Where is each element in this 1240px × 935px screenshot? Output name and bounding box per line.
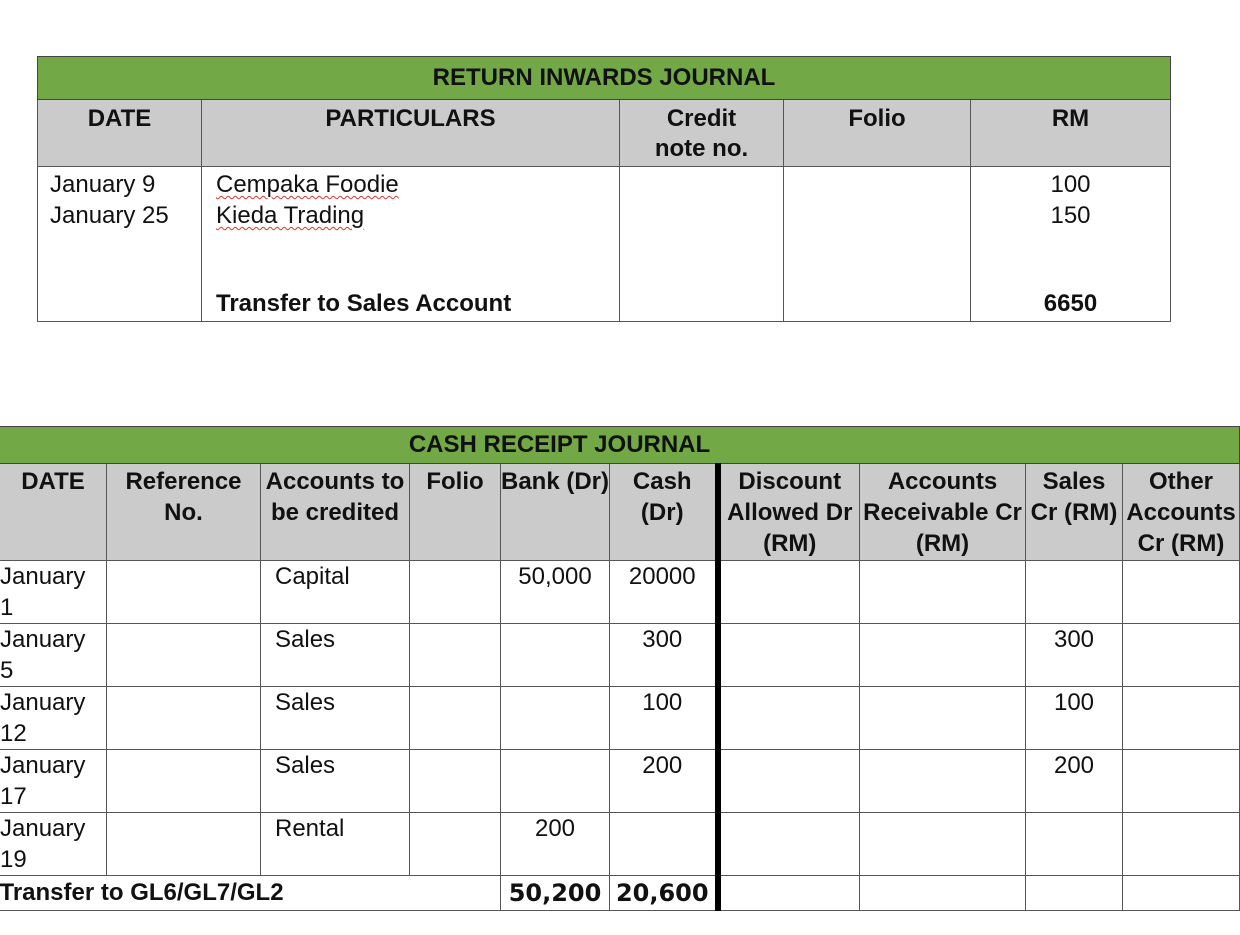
credit-note-cell [620,167,784,322]
row-date: January 9 [50,171,156,198]
row-sales: 200 [1026,750,1123,813]
row-sales [1026,561,1123,624]
row-reference [107,813,261,876]
row-account: Rental [261,813,410,876]
header-credit-note-line2: note no. [654,135,749,162]
row-folio [410,624,501,687]
table-row [0,813,1240,876]
particulars-cell [202,167,620,322]
cash-receipt-journal [0,426,1240,911]
total-sales [1026,876,1123,911]
row-other [1123,624,1240,687]
row-folio [410,813,501,876]
table-row [0,561,1240,624]
row-cash: 20000 [610,561,718,624]
row-particulars: Kieda Trading [216,202,365,229]
row-reference [107,687,261,750]
header-folio: Folio [410,464,501,561]
row-account: Sales [261,687,410,750]
header-date: DATE [0,464,107,561]
row-other [1123,813,1240,876]
return-inwards-title: RETURN INWARDS JOURNAL [38,57,1171,100]
header-folio: Folio [784,100,971,167]
row-date: January 12 [0,687,107,750]
header-sales: Sales Cr (RM) [1026,464,1123,561]
row-discount [718,813,860,876]
row-other [1123,687,1240,750]
row-discount [718,750,860,813]
row-bank: 50,000 [501,561,610,624]
total-other [1123,876,1240,911]
total-label: Transfer to GL6/GL7/GL2 [0,876,501,911]
table-row [0,750,1240,813]
row-folio [410,750,501,813]
header-credit-note [620,100,784,167]
row-account: Capital [261,561,410,624]
table-row [0,687,1240,750]
row-date: January 1 [0,561,107,624]
row-cash [610,813,718,876]
row-rm: 150 [1050,202,1091,229]
row-sales: 100 [1026,687,1123,750]
row-bank [501,750,610,813]
row-other [1123,561,1240,624]
total-row [0,876,1240,911]
row-receivable [860,624,1026,687]
row-folio [410,561,501,624]
row-discount [718,687,860,750]
row-folio [410,687,501,750]
header-date: DATE [38,100,202,167]
date-cell [38,167,202,322]
row-rm: 100 [1050,171,1091,198]
total-value: 6650 [1043,290,1098,317]
row-receivable [860,750,1026,813]
row-receivable [860,813,1026,876]
row-date: January 17 [0,750,107,813]
row-sales: 300 [1026,624,1123,687]
row-account: Sales [261,750,410,813]
row-reference [107,561,261,624]
header-bank: Bank (Dr) [501,464,610,561]
row-date: January 25 [50,202,169,229]
header-other: Other Accounts Cr (RM) [1123,464,1240,561]
header-receivable: Accounts Receivable Cr (RM) [860,464,1026,561]
total-bank: 50,200 [501,876,610,911]
cash-receipt-title: CASH RECEIPT JOURNAL [0,427,1240,464]
total-cash: 20,600 [610,876,718,911]
row-reference [107,750,261,813]
row-cash: 100 [610,687,718,750]
row-date: January 19 [0,813,107,876]
row-bank [501,687,610,750]
header-credit-note-line1: Credit [666,105,737,132]
table-row [0,624,1240,687]
row-sales [1026,813,1123,876]
return-inwards-journal [37,56,1171,322]
row-particulars: Cempaka Foodie [216,171,399,198]
header-reference: Reference No. [107,464,261,561]
row-discount [718,624,860,687]
row-receivable [860,687,1026,750]
row-bank [501,624,610,687]
row-bank: 200 [501,813,610,876]
row-account: Sales [261,624,410,687]
row-discount [718,561,860,624]
rm-cell [971,167,1171,322]
header-discount: Discount Allowed Dr (RM) [718,464,860,561]
row-reference [107,624,261,687]
header-rm: RM [971,100,1171,167]
total-label: Transfer to Sales Account [216,290,512,317]
row-other [1123,750,1240,813]
total-discount [718,876,860,911]
row-cash: 200 [610,750,718,813]
total-receivable [860,876,1026,911]
row-date: January 5 [0,624,107,687]
row-receivable [860,561,1026,624]
header-particulars: PARTICULARS [202,100,620,167]
row-cash: 300 [610,624,718,687]
folio-cell [784,167,971,322]
header-accounts: Accounts to be credited [261,464,410,561]
header-cash: Cash (Dr) [610,464,718,561]
